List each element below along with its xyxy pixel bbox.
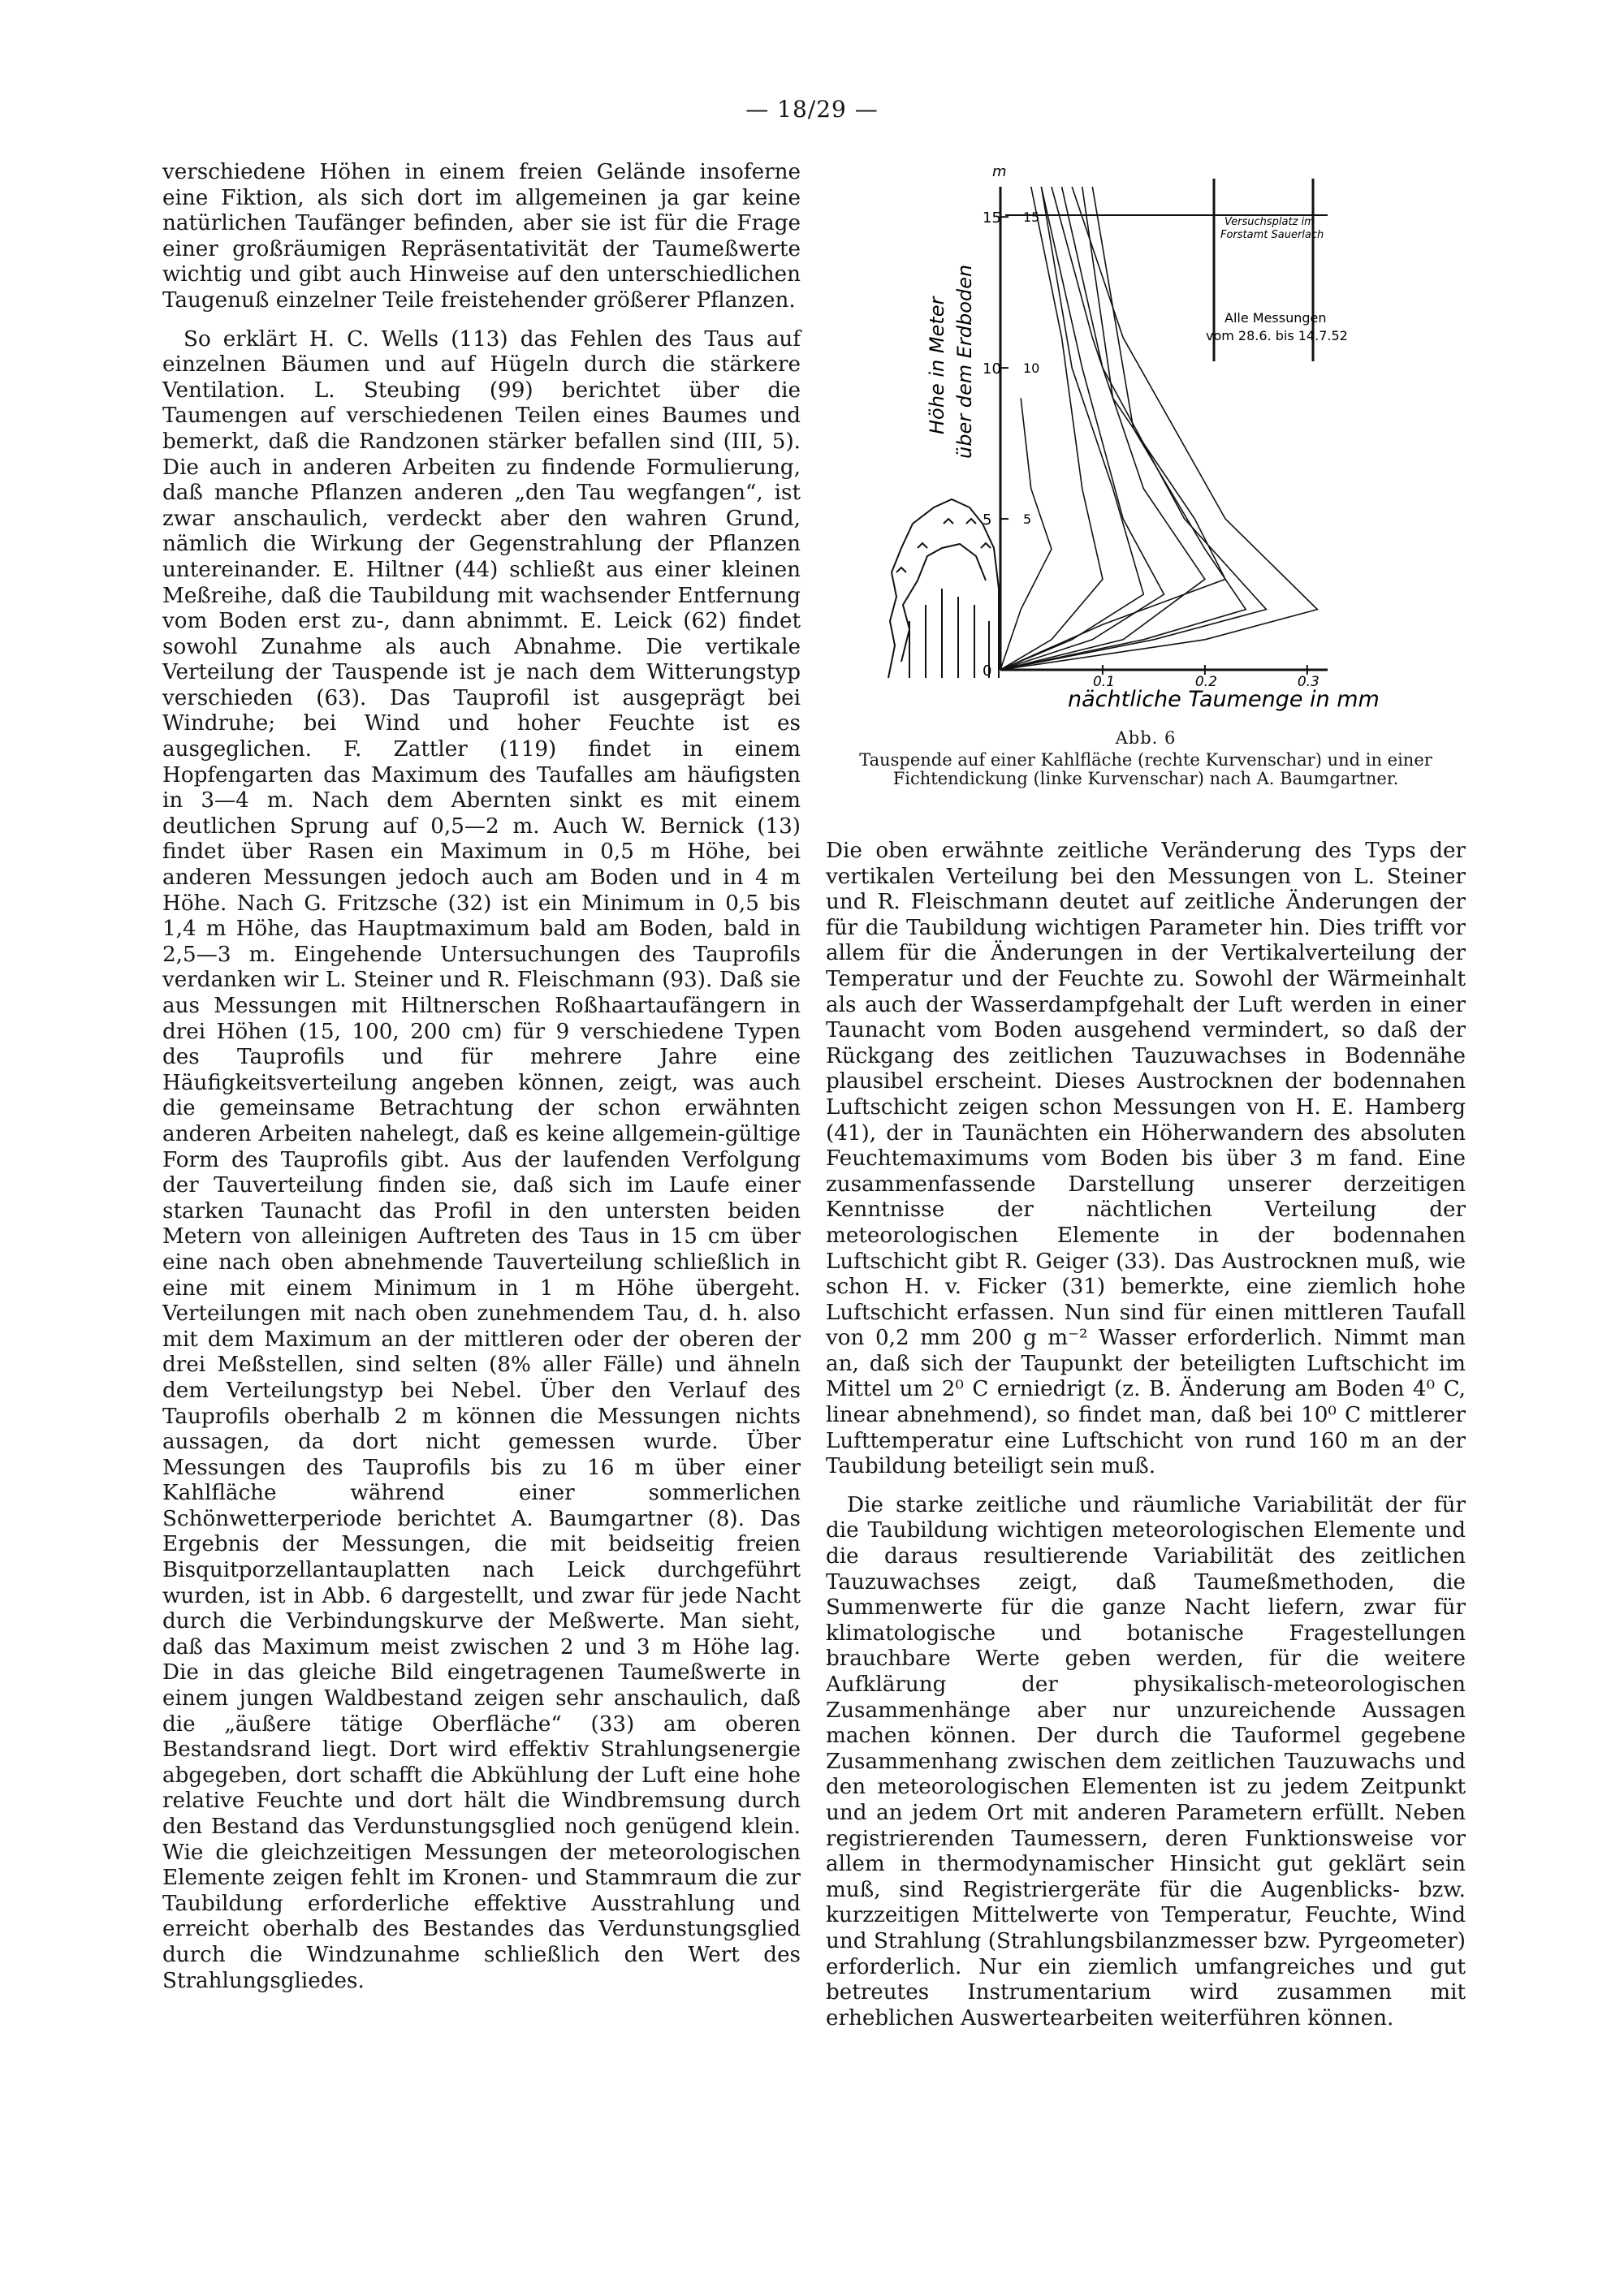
y-tick-label-inner: 10 bbox=[1023, 360, 1040, 377]
paragraph: Die oben erwähnte zeitliche Veränderung des Typs der vertikalen Verteilung bei den Messungen von L. Steiner und R. Fleischmann deutet auf zeitliche Änderungen der für die Taubildung wichtigen Parameter hin. Dies trifft vor allem für die Änderungen in der Vertikalverteilung der Temperatur und der Feuchte zu. Sowohl der Wärmeinhalt als auch der Wasserdampfgehalt der Luft werden in einer Taunacht vom Boden ausgehend vermindert, so daß der Rückgang des zeitlichen Tauzuwachses in Bodennähe plausibel erscheint. Dieses Austrocknen der bodennahen Luftschicht zeigen schon Messungen von H. E. Hamberg (41), der in Taunächten ein Höherwandern des absoluten Feuchtemaximums vom Boden bis über 3 m fand. Eine zusammenfassende Darstellung unserer derzeitigen Kenntnisse der nächtlichen Verteilung der meteorologischen Elemente in der bodennahen Luftschicht gibt R. Geiger (33). Das Austrocknen muß, wie schon H. v. Ficker (31) bemerkte, eine ziemlich hohe Luftschicht erfassen. Nun sind für einen mittleren Taufall von 0,2 mm 200 g m⁻² Wasser erforderlich. Nimmt man an, daß sich der Taupunkt der beteiligten Luftschicht im Mittel um 2⁰ C erniedrigt (z. B. Änderung am Boden 4⁰ C, linear abnehmend), so findet man, daß bei 10⁰ C mittlerer Lufttemperatur eine Luftschicht von rund 160 m an der Taubildung beteiligt sein muß. bbox=[826, 839, 1466, 1479]
right-column bbox=[826, 839, 1466, 2044]
series-line-9 bbox=[1000, 398, 1052, 670]
y-axis-label: Höhe in Meter bbox=[926, 296, 948, 434]
figure-label: Abb. 6 bbox=[1115, 728, 1177, 748]
y-tick-label-inner: 15 bbox=[1023, 209, 1040, 226]
y-tick-label: 10 bbox=[983, 360, 1001, 378]
series-line-5 bbox=[1000, 187, 1103, 670]
figure-caption: Tauspende auf einer Kahlfläche (rechte Kurvenschar) und in einer Fichtendickung (linke Kurvenschar) nach A. Baumgartner. bbox=[859, 750, 1432, 788]
paragraph: So erklärt H. C. Wells (113) das Fehlen des Taus auf einzelnen Bäumen und auf Hügeln durch die stärkere Ventilation. L. Steubing (99) berichtet über die Taumengen auf verschiedenen Teilen eines Baumes und bemerkt, daß die Randzonen stärker befallen sind (III, 5). Die auch in anderen Arbeiten zu findende Formulierung, daß manche Pflanzen anderen „den Tau wegfangen“, ist zwar anschaulich, verdeckt aber den wahren Grund, nämlich die Wirkung der Gegenstrahlung der Pflanzen untereinander. E. Hiltner (44) schließt aus einer kleinen Meßreihe, daß die Taubildung mit wachsender Entfernung vom Boden erst zu-, dann abnimmt. E. Leick (62) findet sowohl Zunahme als auch Abnahme. Die vertikale Verteilung der Tauspende ist je nach dem Witterungstyp verschieden (63). Das Tauprofil ist ausgeprägt bei Windruhe; bei Wind und hoher Feuchte ist es ausgeglichen. F. Zattler (119) findet in einem Hopfengarten das Maximum des Taufalles am häufigsten in 3—4 m. Nach dem Abernten sinkt es mit einem deutlichen Sprung auf 0,5—2 m. Auch W. Bernick (13) findet über Rasen ein Maximum in 0,5 m Höhe, bei anderen Messungen jedoch auch am Boden und in 4 m Höhe. Nach G. Fritzsche (32) ist ein Minimum in 0,5 bis 1,4 m Höhe, das Hauptmaximum bald am Boden, bald in 2,5—3 m. Eingehende Untersuchungen des Tauprofils verdanken wir L. Steiner und R. Fleischmann (93). Daß sie aus Messungen mit Hiltnerschen Roßhaartaufängern in drei Höhen (15, 100, 200 cm) für 9 verschiedene Typen des Tauprofils und für mehrere Jahre eine Häufigkeitsverteilung angeben können, zeigt, was auch die gemeinsame Betrachtung der schon erwähnten anderen Arbeiten nahelegt, daß es keine allgemein-gültige Form des Tauprofils gibt. Aus der laufenden Verfolgung der Tauverteilung finden sie, daß sich im Laufe einer starken Taunacht das Profil in den untersten beiden Metern von alleinigen Auftreten des Taus in 15 cm über eine nach oben abnehmende Tauverteilung schließlich in eine mit einem Minimum in 1 m Höhe übergeht. Verteilungen mit nach oben zunehmendem Tau, d. h. also mit dem Maximum an der mittleren oder der oberen der drei Meßstellen, sind selten (8% aller Fälle) und ähneln dem Verteilungstyp bei Nebel. Über den Verlauf des Tauprofils oberhalb 2 m können die Messungen nichts aussagen, da dort nicht gemessen wurde. Über Messungen des Tauprofils bis zu 16 m über einer Kahlfläche während einer sommerlichen Schönwetterperiode berichtet A. Baumgartner (8). Das Ergebnis der Messungen, die mit beidseitig freien Bisquitporzellantauplatten nach Leick durchgeführt wurden, ist in Abb. 6 dargestellt, und zwar für jede Nacht durch die Verbindungskurve der Meßwerte. Man sieht, daß das Maximum meist zwischen 2 und 3 m Höhe lag. Die in das gleiche Bild eingetragenen Taumeßwerte in einem jungen Waldbestand zeigen sehr anschaulich, daß die „äußere tätige Oberfläche“ (33) am oberen Bestandsrand liegt. Dort wird effektiv Strahlungsenergie abgegeben, dort schafft die Abkühlung der Luft eine hohe relative Feuchte und dort hält die Windbremsung durch den Bestand das Verdunstungsglied noch genügend klein. Wie die gleichzeitigen Messungen der meteorologischen Elemente zeigen fehlt im Kronen- und Stammraum die zur Taubildung erforderliche effektive Ausstrahlung und erreicht oberhalb des Bestandes das Verdunstungsglied durch die Windzunahme schließlich den Wert des Strahlungsgliedes. bbox=[162, 326, 801, 1993]
paragraph: verschiedene Höhen in einem freien Gelände insoferne eine Fiktion, als sich dort im allgemeinen ja gar keine natürlichen Taufänger befinden, aber sie ist für die Frage einer großräumigen Repräsentativität der Taumeßwerte wichtig und gibt auch Hinweise auf den unterschiedlichen Taugenuß einzelner Teile freistehender größerer Pflanzen. bbox=[162, 160, 801, 313]
x-tick-label: 0.1 bbox=[1092, 674, 1115, 690]
figure-abb-6 bbox=[885, 166, 1380, 735]
y-axis-label-2: über dem Erdboden bbox=[953, 264, 976, 459]
y-tick-label: 0 bbox=[983, 662, 992, 680]
annotation-site: Versuchsplatz im bbox=[1224, 216, 1315, 228]
x-axis-label: nächtliche Taumenge in mm bbox=[1068, 687, 1380, 712]
paragraph: Die starke zeitliche und räumliche Variabilität der für die Taubildung wichtigen meteorologischen Elemente und die daraus resultierende Variabilität des zeitlichen Tauzuwachses zeigt, daß Taumeßmethoden, die Summenwerte für die ganze Nacht liefern, zwar für klimatologische und botanische Fragestellungen brauchbare Werte geben werden, für die weitere Aufklärung der physikalisch-meteorologischen Zusammenhänge aber nur unzureichende Aussagen machen können. Der durch die Tauformel gegebene Zusammenhang zwischen dem zeitlichen Tauzuwachs und den meteorologischen Elementen ist zu jedem Zeitpunkt und an jedem Ort mit anderen Parametern erfüllt. Neben registrierenden Taumessern, deren Funktionsweise vor allem in thermodynamischer Hinsicht gut geklärt sein muß, sind Registriergeräte für die Augenblicks- bzw. kurzzeitigen Mittelwerte von Temperatur, Feuchte, Wind und Strahlung (Strahlungsbilanzmesser bzw. Pyrgeometer) erforderlich. Nur ein ziemlich umfangreiches und gut betreutes Instrumentarium wird zusammen mit erheblichen Auswertearbeiten weiterführen können. bbox=[826, 1492, 1466, 2031]
series-line-7 bbox=[1000, 187, 1143, 670]
y-tick-label: 15 bbox=[983, 209, 1001, 227]
annotation-site-2: Forstamt Sauerlach bbox=[1220, 229, 1324, 241]
x-tick-label: 0.2 bbox=[1194, 674, 1217, 690]
y-tick-label-inner: 5 bbox=[1023, 511, 1032, 528]
y-tick-label: 5 bbox=[983, 511, 992, 529]
left-column bbox=[162, 160, 801, 2007]
annotation-period: Alle Messungen bbox=[1224, 310, 1327, 326]
tau-profile-chart bbox=[885, 166, 1380, 735]
annotation-period-2: vom 28.6. bis 14.7.52 bbox=[1206, 328, 1348, 343]
unit-label: m bbox=[992, 166, 1007, 180]
series-line-6 bbox=[1000, 187, 1225, 670]
page-number: — 18/29 — bbox=[745, 96, 879, 123]
x-tick-label: 0.3 bbox=[1297, 674, 1320, 690]
